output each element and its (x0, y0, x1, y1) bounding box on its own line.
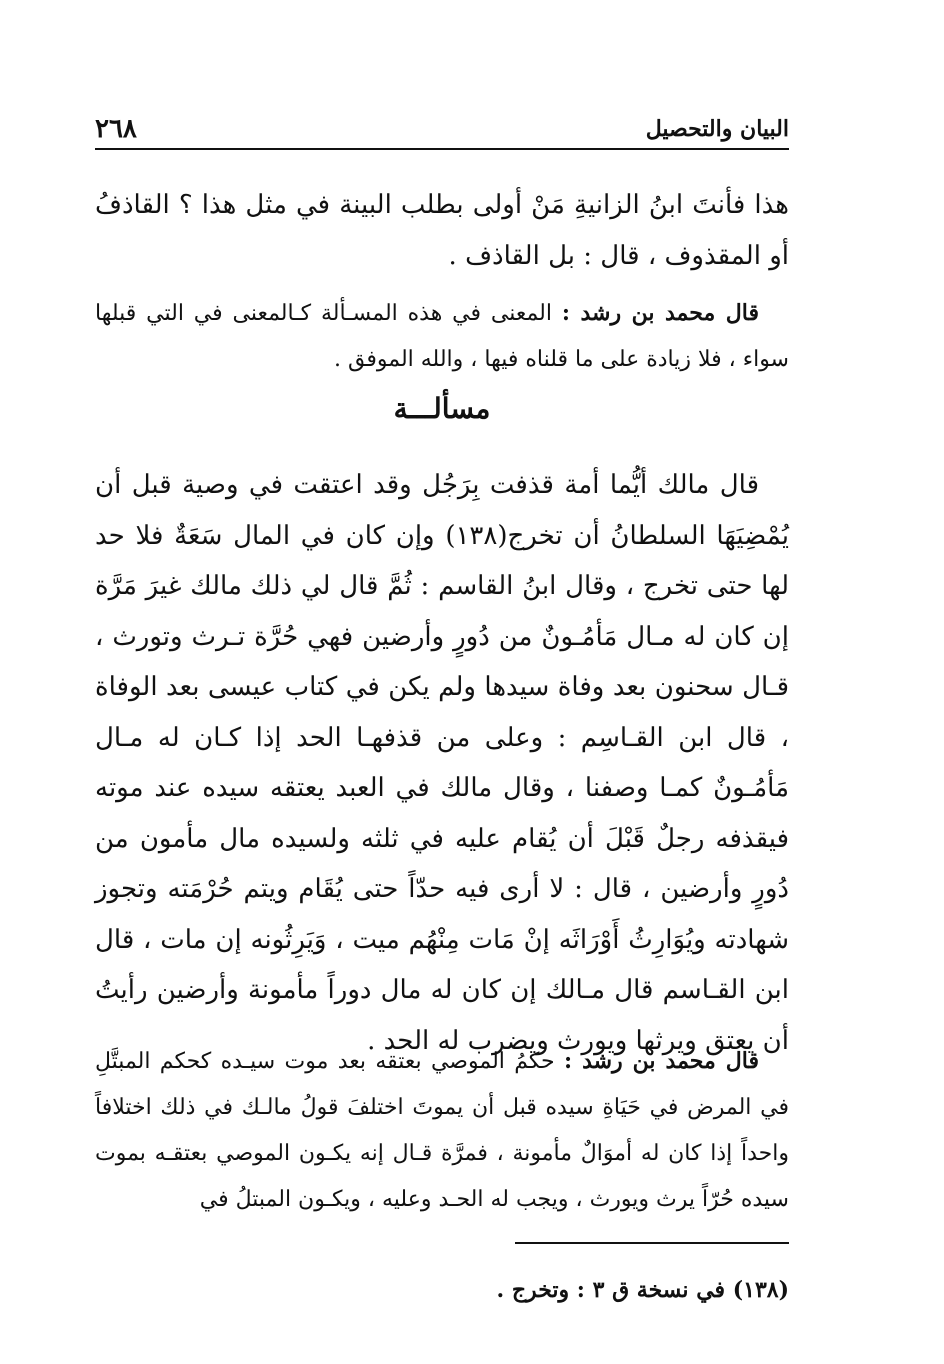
paragraph-3 (95, 460, 789, 1066)
page-number: ٢٦٨ (95, 114, 137, 144)
page-header (95, 112, 789, 150)
paragraph-4 (95, 1038, 789, 1223)
paragraph-3-text: قال مالك أيُّما أمة قذفت بِرَجُل وقد اعتقت في وصية قبل أن يُمْضِيَهَا السلطانُ أن تخرج(١٣٨) وإن كان في المال سَعَةٌ فلا حد لها حتى تخرج ، وقال ابنُ القاسم : ثُمَّ قال لي ذلك مالك غيرَ مَرَّة إن كان له مـال مَأمُـونٌ من دُورٍ وأرضين فهي حُرَّة تـرث وتورث ، قـال سحنون بعد وفاة سيدها ولم يكن في كتاب عيسى بعد الوفاة ، قال ابن القـاسِم : وعلى من قذفهـا الحد إذا كـان له مـال مَأمُـونٌ كمـا وصفنا ، وقال مالك في العبد يعتقه سيده عند موته فيقذفه رجلٌ قَبْلَ أن يُقام عليه في ثلثه ولسيده مال مأمون من دُورٍ وأرضين ، قال : لا أرى فيه حدّاً حتى يُقَام ويتم حُرْمَته وتجوز شهادته ويُوَارِثُ أَوْرَاثَه إنْ مَات مِنْهُم ميت ، وَيَرِثُونه إن مات ، قال ابن القـاسم قال مـالك إن كان له مال دوراً مأمونة وأرضين رأيتُ أن يعتق ويرثها ويورث ويضرب له الحد . (95, 470, 789, 1056)
commentary-text: المعنى في هذه المسـألة كـالمعنى في التي قبلها سواء ، فلا زيادة على ما قلناه فيها ، والله الموفق . (95, 301, 789, 372)
paragraph-1 (95, 180, 789, 281)
running-title: البيان والتحصيل (645, 116, 789, 142)
commentary-text: حكمُ الموصي بعتقه بعد موت سيـده كحكم المبتَّلِ في المرض في حَيَاةِ سيده قبل أن يموتَ اختلفَ قولُ مالـك في ذلك اختلافاً واحداً إذا كان له أموَالٌ مأمونة ، فمرَّة قـال إنه يكـون الموصي بعتقـه بموت سيده حُرّاً يرث ويورث ، ويجب له الحـد وعليه ، ويكـون المبتلُ في (95, 1049, 789, 1212)
paragraph-1-text: هذا فأنتَ ابنُ الزانيةِ مَنْ أولى بطلب البينة في مثل هذا ؟ القاذفُ أو المقذوف ، قال : بل القاذف . (95, 190, 789, 271)
commentary-speaker: قال محمد بن رشد : (563, 1048, 759, 1074)
paragraph-2 (95, 290, 789, 383)
footnote-rule (515, 1242, 789, 1244)
commentary-speaker: قال محمد بن رشد : (561, 300, 759, 326)
section-heading: مسألـــة (393, 392, 491, 425)
footnote: (١٣٨) في نسخة ق ٣ : وتخرج . (496, 1277, 789, 1303)
